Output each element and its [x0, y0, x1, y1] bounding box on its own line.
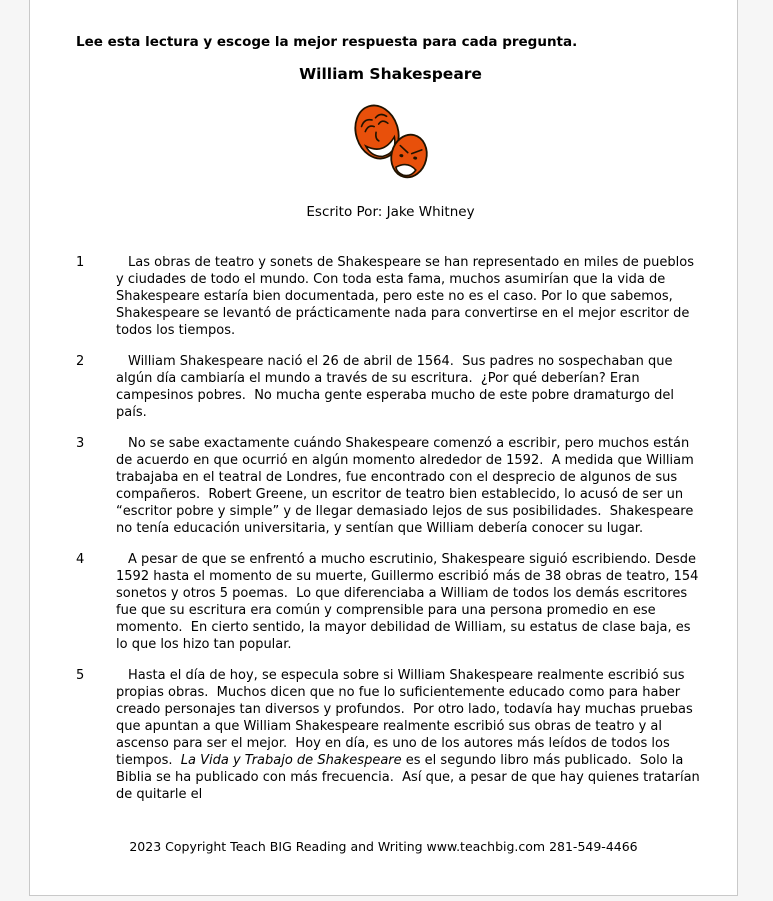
paragraph-5 [76, 667, 705, 803]
document-page [29, 0, 738, 896]
paragraph-number: 3 [76, 436, 85, 451]
text-segment: Hasta el día de hoy, se especula sobre si William Shakespeare realmente escribió sus propias obras. Muchos dicen que no fue lo suficientemente educado como para haber creado personajes tan diversos y profundos. Por otro lado, todavía hay muchas pruebas que apuntan a que William Shakespeare realmente escribió sus obras de teatro y al ascenso para ser el mejor. Hoy en día, es uno de los autores más leídos de todos los tiempos. [116, 668, 697, 768]
text-segment: es el segundo libro más publicado. Solo la Biblia se ha publicado con más frecuencia. Así que, a pesar de que hay quienes tratarían de quitarle el [116, 753, 704, 802]
paragraph-number: 2 [76, 354, 85, 369]
paragraph-text [116, 435, 705, 537]
paragraph-number: 1 [76, 255, 85, 270]
paragraph-text [116, 353, 705, 421]
paragraph-4 [76, 551, 705, 653]
paragraph-number: 4 [76, 552, 85, 567]
reading-passage [76, 254, 705, 803]
paragraph-text [116, 254, 705, 339]
text-segment: Las obras de teatro y sonets de Shakespeare se han representado en miles de pueblos y ciudades de todo el mundo. Con toda esta fama, muchos asumirían que la vida de Shakespeare estaría bien documentada, pero este no es el caso. Por lo que sabemos, Shakespeare se levantó de prácticamente nada para convertirse en el mejor escritor de todos los tiempos. [116, 255, 699, 338]
paragraph-number: 5 [76, 668, 85, 683]
book-title-italic: La Vida y Trabajo de Shakespeare [180, 753, 402, 768]
paragraph-3 [76, 435, 705, 537]
instruction-text: Lee esta lectura y escoge la mejor respuesta para cada pregunta. [76, 34, 578, 50]
page-title: William Shakespeare [299, 65, 482, 83]
paragraph-2 [76, 353, 705, 421]
text-segment: No se sabe exactamente cuándo Shakespeare comenzó a escribir, pero muchos están de acuerdo en que ocurrió en algún momento alrededor de 1592. A medida que William trabajaba en el teatral de Londres, fue encontrado con el desprecio de algunos de sus compañeros. Robert Greene, un escritor de teatro bien establecido, lo acusó de ser un “escritor pobre y simple” y de llegar demasiado lejos de sus posibilidades. Shakespeare no tenía educación universitaria, y sentían que William debería conocer su lugar. [116, 436, 698, 536]
paragraph-1 [76, 254, 705, 339]
text-segment: A pesar de que se enfrentó a mucho escrutinio, Shakespeare siguió escribiendo. Desde 1592 hasta el momento de su muerte, Guillermo escribió más de 38 obras de teatro, 154 sonetos y otros 5 poemas. Lo que diferenciaba a William de todos los demás escritores fue que su escritura era común y comprensible para una persona promedio en ese momento. En cierto sentido, la mayor debilidad de William, su estatus de clase baja, es lo que los hizo tan popular. [116, 552, 703, 652]
copyright-footer: 2023 Copyright Teach BIG Reading and Writing www.teachbig.com 281-549-4466 [129, 839, 638, 854]
page-content [30, 0, 737, 803]
theater-masks-icon [342, 96, 440, 184]
header-image-area [76, 96, 705, 184]
byline-text: Escrito Por: Jake Whitney [306, 204, 475, 220]
paragraph-text [116, 551, 705, 653]
paragraph-text [116, 667, 705, 803]
text-segment: William Shakespeare nació el 26 de abril de 1564. Sus padres no sospechaban que algún día cambiaría el mundo a través de su escritura. ¿Por qué deberían? Eran campesinos pobres. No mucha gente esperaba mucho de este pobre dramaturgo del país. [116, 354, 679, 420]
